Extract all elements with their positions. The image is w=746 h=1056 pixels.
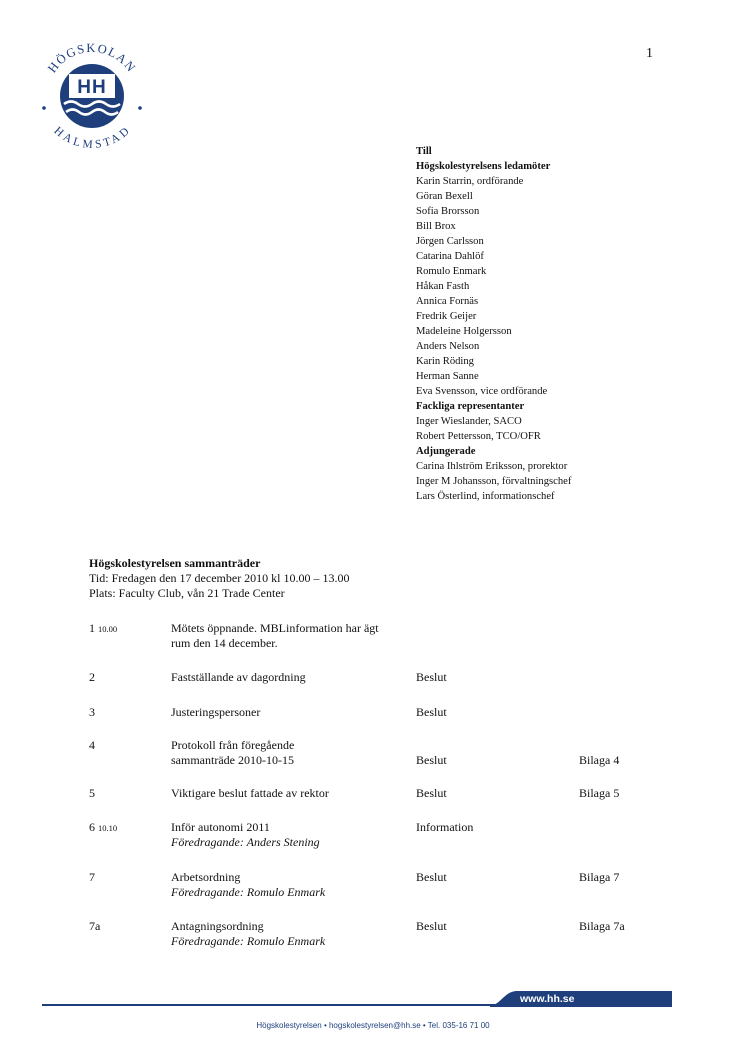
recipient-name: Carina Ihlström Eriksson, prorektor: [416, 461, 568, 472]
recipient-name: Bill Brox: [416, 221, 456, 232]
agenda-number-label: 2: [89, 670, 95, 684]
logo-dot-right: [138, 106, 142, 110]
agenda-topic-line: Antagningsordning: [171, 919, 264, 933]
recipient-name: Fredrik Geijer: [416, 311, 477, 322]
meeting-time: Tid: Fredagen den 17 december 2010 kl 10.00 – 13.00: [89, 571, 350, 585]
agenda-item-number: [89, 621, 117, 637]
recipient-name: Anders Nelson: [416, 341, 480, 352]
logo-top-text: HÖGSKOLAN: [45, 40, 139, 76]
recipient-name: Romulo Enmark: [416, 266, 487, 277]
agenda-item-action: Information: [416, 820, 474, 834]
agenda-item-attachment: Bilaga 7a: [579, 919, 625, 933]
recipient-name: Eva Svensson, vice ordförande: [416, 386, 548, 397]
agenda-topic-line: Protokoll från föregående: [171, 738, 295, 752]
recipient-heading: Till: [416, 146, 432, 157]
footer-url[interactable]: www.hh.se: [520, 993, 575, 1005]
agenda-topic-line: rum den 14 december.: [171, 636, 278, 650]
agenda-number-label: 6: [89, 820, 95, 834]
agenda-number-label: 5: [89, 786, 95, 800]
recipient-name: Håkan Fasth: [416, 281, 470, 292]
page-number: 1: [646, 46, 653, 61]
recipient-name: Herman Sanne: [416, 371, 479, 382]
agenda-topic-line: Fastställande av dagordning: [171, 670, 306, 684]
agenda-item-topic: [171, 820, 416, 850]
recipient-heading: Fackliga representanter: [416, 401, 525, 412]
recipient-name: Sofia Brorsson: [416, 206, 480, 217]
agenda-item-number: [89, 820, 117, 836]
meeting-info: [89, 556, 350, 601]
recipient-name: Göran Bexell: [416, 191, 473, 202]
agenda-item-number: [89, 670, 95, 685]
recipient-name: Inger M Johansson, förvaltningschef: [416, 476, 572, 487]
agenda-item-presenter: Föredragande: Romulo Enmark: [171, 934, 326, 948]
agenda-item-topic: [171, 621, 416, 651]
svg-text:HALMSTAD: [52, 125, 133, 150]
recipient-name: Inger Wieslander, SACO: [416, 416, 522, 427]
agenda-item-action: Beslut: [416, 753, 447, 767]
agenda-item-presenter: Föredragande: Anders Stening: [171, 835, 320, 849]
agenda-topic-line: Viktigare beslut fattade av rektor: [171, 786, 329, 800]
recipient-name: Jörgen Carlsson: [416, 236, 484, 247]
agenda-item-topic: [171, 786, 416, 801]
agenda-item-action: Beslut: [416, 919, 447, 933]
hogskolan-halmstad-logo: [36, 38, 148, 150]
footer-contact: Högskolestyrelsen • hogskolestyrelsen@hh.se • Tel. 035-16 71 00: [256, 1021, 490, 1030]
agenda-topic-line: sammanträde 2010-10-15: [171, 753, 294, 767]
agenda-item-action: Beslut: [416, 705, 447, 719]
recipient-list: [416, 144, 571, 504]
agenda-item-number: [89, 919, 100, 934]
agenda-item-attachment: Bilaga 5: [579, 786, 620, 800]
recipient-heading: Adjungerade: [416, 446, 476, 457]
agenda-number-label: 4: [89, 738, 95, 752]
agenda-number-label: 7: [89, 870, 95, 884]
agenda-item-number: [89, 738, 95, 753]
agenda-item-topic: [171, 738, 416, 768]
agenda-item-number: [89, 786, 95, 801]
logo-bottom-text: HALMSTAD: [51, 124, 133, 150]
agenda-item-topic: [171, 670, 416, 685]
meeting-place: Plats: Faculty Club, vån 21 Trade Center: [89, 586, 285, 600]
recipient-name: Madeleine Holgersson: [416, 326, 512, 337]
agenda-topic-line: Justeringspersoner: [171, 705, 261, 719]
agenda-topic-line: Arbetsordning: [171, 870, 241, 884]
recipient-name: Karin Starrin, ordförande: [416, 176, 524, 187]
agenda-item-number: [89, 870, 95, 885]
agenda-item-attachment: Bilaga 7: [579, 870, 620, 884]
recipient-heading: Högskolestyrelsens ledamöter: [416, 161, 551, 172]
recipient-name: Annica Fornäs: [416, 296, 479, 307]
agenda-item-time: 10.10: [98, 823, 118, 833]
logo-mark: HH: [77, 77, 107, 98]
agenda-item-topic: [171, 919, 416, 949]
agenda-number-label: 7a: [89, 919, 101, 933]
agenda-item-number: [89, 705, 95, 720]
agenda-item-action: Beslut: [416, 670, 447, 684]
agenda-topic-line: Mötets öppnande. MBLinformation har ägt: [171, 621, 379, 635]
agenda-topic-line: Inför autonomi 2011: [171, 820, 270, 834]
recipient-name: Karin Röding: [416, 356, 474, 367]
agenda-item-topic: [171, 705, 416, 720]
recipient-name: Catarina Dahlöf: [416, 251, 484, 262]
agenda-item-time: 10.00: [98, 624, 118, 634]
agenda-item-action: Beslut: [416, 870, 447, 884]
recipient-name: Robert Pettersson, TCO/OFR: [416, 431, 541, 442]
agenda-item-presenter: Föredragande: Romulo Enmark: [171, 885, 326, 899]
recipient-name: Lars Österlind, informationschef: [416, 491, 555, 502]
agenda-item-topic: [171, 870, 416, 900]
logo-dot-left: [42, 106, 46, 110]
agenda-number-label: 1: [89, 621, 95, 635]
agenda-item-attachment: Bilaga 4: [579, 753, 620, 767]
meeting-title: Högskolestyrelsen sammanträder: [89, 556, 261, 570]
agenda-number-label: 3: [89, 705, 95, 719]
agenda-item-action: Beslut: [416, 786, 447, 800]
